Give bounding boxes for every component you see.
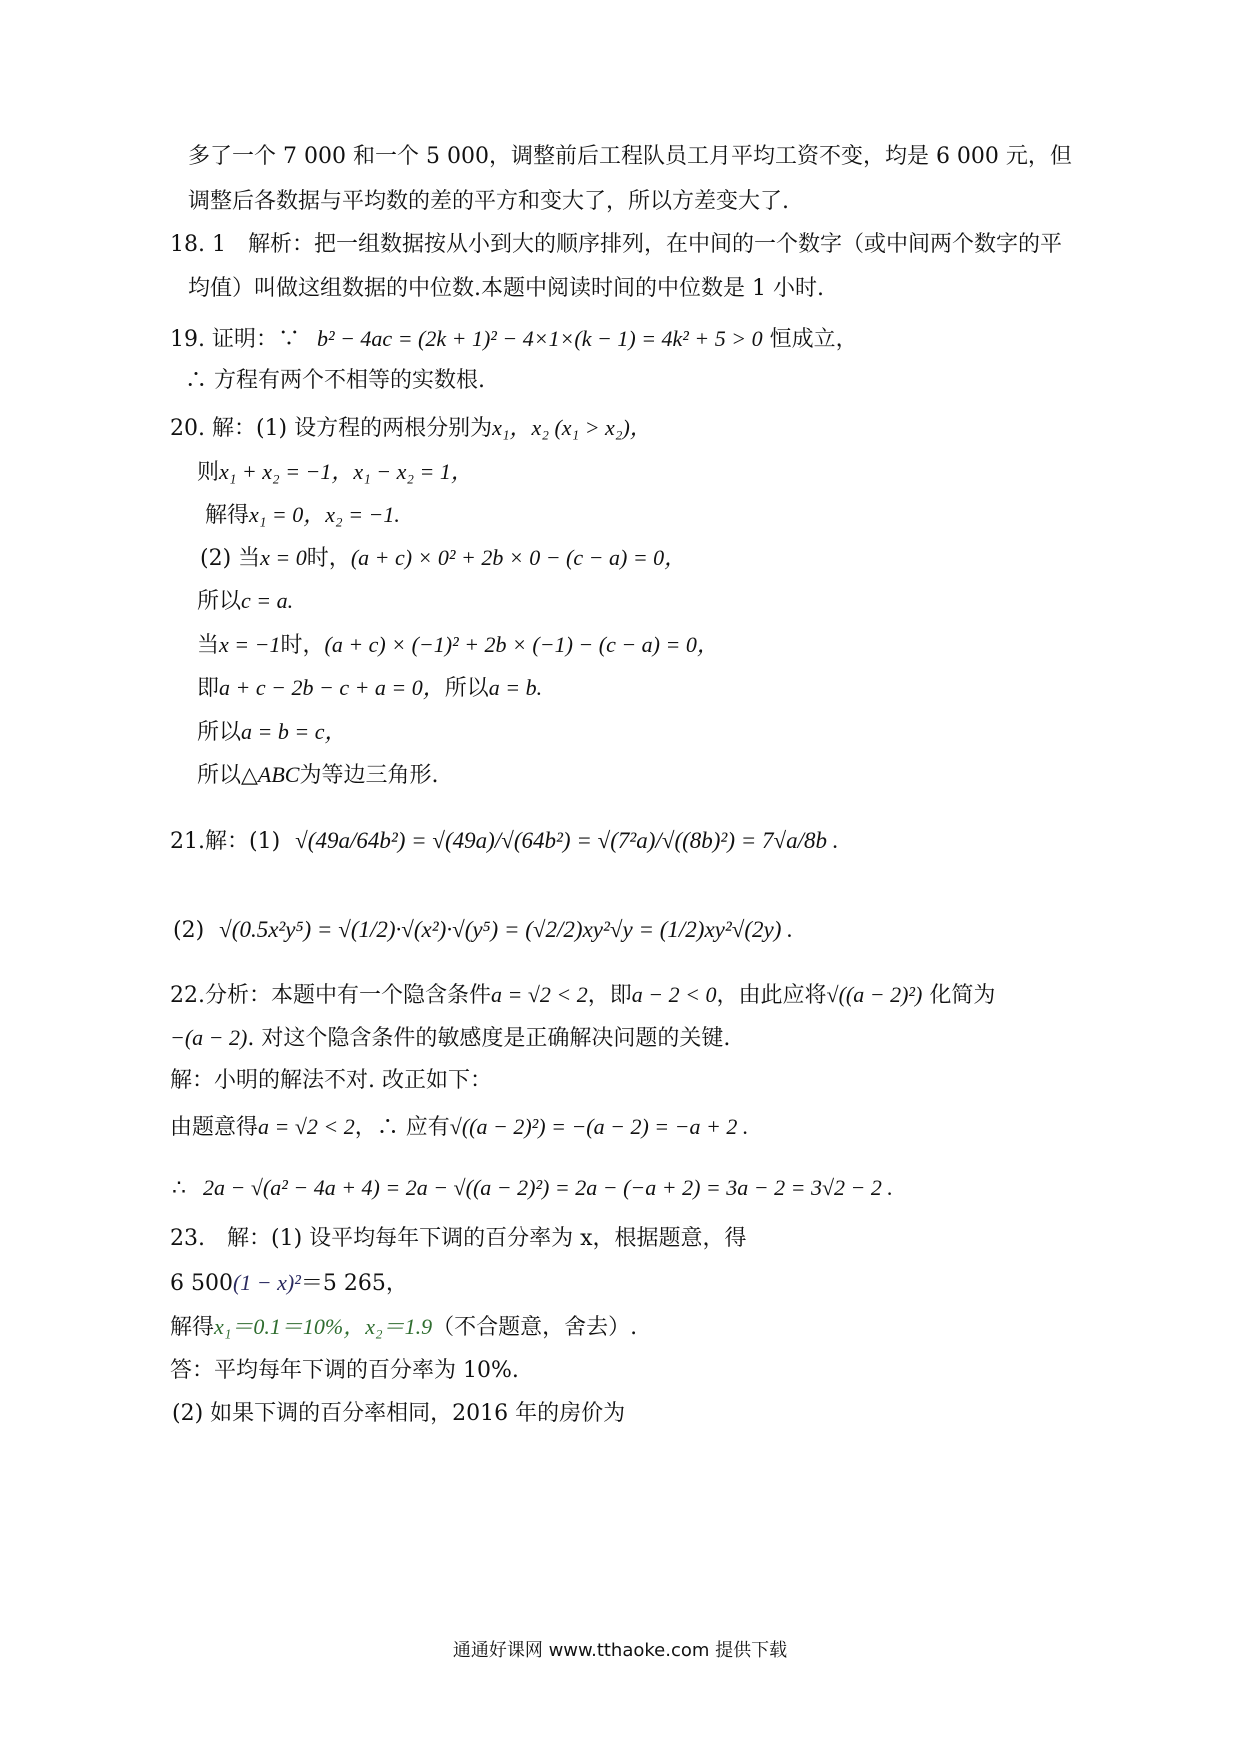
text: 所以	[197, 589, 242, 614]
text: 22.分析：本题中有一个隐含条件	[170, 983, 491, 1008]
text: 20. 解：(1) 设方程的两根分别为	[170, 416, 493, 441]
formula: −(a − 2)	[170, 1025, 248, 1050]
text: ，由此应将	[716, 983, 827, 1008]
text: 化简为	[929, 983, 996, 1008]
text-line: 23. 解：(1) 设平均每年下调的百分率为 x，根据题意，得	[170, 1226, 747, 1251]
formula: (a + c) × (−1)² + 2b × (−1) − (c − a) = 0，	[324, 632, 719, 657]
text: (2)	[173, 918, 205, 943]
text-line	[172, 1173, 893, 1204]
text: 6 500	[170, 1271, 233, 1296]
formula: √((a − 2)²)	[826, 982, 923, 1007]
text-line	[205, 500, 400, 531]
formula: b² − 4ac = (2k + 1)² − 4×1×(k − 1) = 4k² + 5 > 0	[316, 326, 763, 351]
text: 则	[197, 460, 220, 485]
proof-line	[170, 324, 858, 355]
text-line	[197, 586, 293, 617]
formula: (1 − x)²	[232, 1270, 301, 1295]
text: 所以△	[197, 763, 258, 788]
text: 为等边三角形.	[299, 763, 439, 788]
text-line: (2) 如果下调的百分率相同，2016 年的房价为	[172, 1401, 626, 1426]
text: ，∴ 应有	[354, 1115, 450, 1140]
text: 由题意得	[170, 1115, 259, 1140]
page-footer: 通通好课网 www.tthaoke.com 提供下载	[452, 1640, 788, 1661]
text: ，即	[587, 983, 632, 1008]
text: 解得	[170, 1315, 215, 1340]
formula: x = −1	[219, 632, 281, 657]
text: (2) 当	[200, 546, 261, 571]
text-line: 均值）叫做这组数据的中位数.本题中阅读时间的中位数是 1 小时.	[188, 276, 824, 301]
formula: a − 2 < 0	[631, 982, 717, 1007]
text-line	[170, 980, 995, 1011]
text-line: 解：小明的解法不对. 改正如下：	[170, 1068, 492, 1093]
text-line: 答：平均每年下调的百分率为 10%.	[170, 1358, 519, 1383]
formula: x₁ = 0，x₂ = −1.	[249, 502, 400, 527]
formula: ABC	[257, 762, 300, 787]
text: （不合题意，舍去）.	[432, 1315, 638, 1340]
text-line	[173, 915, 793, 946]
text: 时，	[280, 633, 325, 658]
formula: a = √2 < 2	[258, 1114, 355, 1139]
text-line	[170, 1023, 730, 1054]
formula: x₁，x₂ (x₁ > x₂)，	[492, 415, 652, 440]
formula: a = b = c，	[241, 719, 347, 744]
text: 恒成立，	[769, 327, 858, 352]
text-line	[197, 760, 438, 791]
text-line	[170, 1268, 408, 1299]
text-line: ∴ 方程有两个不相等的实数根.	[185, 368, 485, 393]
text-line	[170, 826, 839, 857]
formula: a + c − 2b − c + a = 0，	[219, 675, 445, 700]
formula: c = a.	[241, 588, 294, 613]
text: 时，	[306, 546, 351, 571]
text-line	[170, 1112, 748, 1143]
formula: x₁ + x₂ = −1，x₁ − x₂ = 1，	[219, 459, 473, 484]
formula: 2a − √(a² − 4a + 4) = 2a − √((a − 2)²) = 2a − (−a + 2) = 3a − 2 = 3√2 − 2 .	[203, 1175, 893, 1200]
text: 21.解：(1)	[170, 829, 281, 854]
text-line: 多了一个 7 000 和一个 5 000，调整前后工程队员工月平均工资不变，均是 6 000 元，但	[188, 144, 1072, 169]
formula: (a + c) × 0² + 2b × 0 − (c − a) = 0，	[350, 545, 687, 570]
text: . 对这个隐含条件的敏感度是正确解决问题的关键.	[247, 1026, 731, 1051]
text: 解得	[205, 503, 250, 528]
text-line	[197, 630, 719, 661]
formula: x = 0	[260, 545, 307, 570]
formula: a = b.	[488, 675, 543, 700]
text-line	[170, 1312, 637, 1343]
text: ∴	[172, 1176, 186, 1201]
text: 即	[197, 676, 220, 701]
formula: √(0.5x²y⁵) = √(1/2)·√(x²)·√(y⁵) = (√2/2)xy²√y = (1/2)xy²√(2y) .	[219, 917, 793, 942]
text: ＝5 265，	[300, 1271, 408, 1296]
formula: √((a − 2)²) = −(a − 2) = −a + 2 .	[449, 1114, 749, 1139]
text: 19. 证明：∵	[170, 327, 300, 352]
text: 当	[197, 633, 220, 658]
text-line	[170, 413, 652, 444]
text: 所以	[197, 720, 242, 745]
text-line	[200, 543, 686, 574]
text-line: 调整后各数据与平均数的差的平方和变大了，所以方差变大了.	[188, 189, 789, 214]
formula: √(49a/64b²) = √(49a)/√(64b²) = √(7²a)/√((8b)²) = 7√a/8b .	[295, 828, 839, 853]
formula: a = √2 < 2	[491, 982, 588, 1007]
text-line	[197, 457, 473, 488]
text: 所以	[444, 676, 489, 701]
text-line	[197, 717, 346, 748]
text-line: 18. 1 解析：把一组数据按从小到大的顺序排列，在中间的一个数字（或中间两个数字的平	[170, 232, 1062, 257]
formula: x₁＝0.1＝10%，x₂＝1.9	[214, 1314, 433, 1339]
text-line	[197, 673, 542, 704]
